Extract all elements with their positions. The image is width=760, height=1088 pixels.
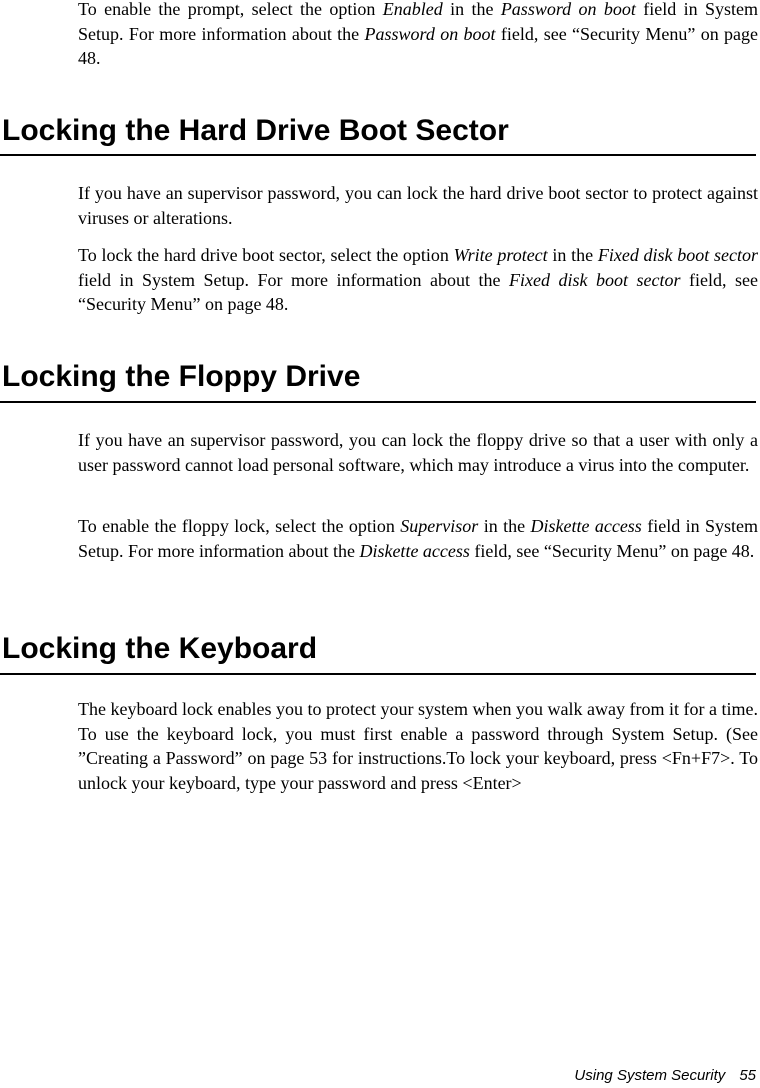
page-number: 55 [739,1067,756,1084]
section-divider [0,673,756,675]
option-supervisor: Supervisor [400,516,479,536]
heading-hard-drive-boot-sector: Locking the Hard Drive Boot Sector [2,114,509,147]
field-diskette-access: Diskette access [530,516,642,536]
field-fixed-disk-boot-sector: Fixed disk boot sector [597,245,758,265]
option-write-protect: Write protect [453,245,548,265]
hard-drive-paragraph-2: To lock the hard drive boot sector, select the option Write protect in the Fixed disk boot sector field in System Setup. For more information about the Fixed disk boot sector field, see “Security Menu” on page 48. [78,245,758,314]
floppy-paragraph-2: To enable the floppy lock, select the option Supervisor in the Diskette access field in System Setup. For more information about the Diskette access field, see “Security Menu” on page 48. [78,516,758,561]
section-divider [0,154,756,156]
footer-section-title: Using System Security [574,1067,726,1084]
field-diskette-access-ref: Diskette access [359,540,470,561]
field-password-on-boot-ref: Password on boot [364,23,496,44]
section-divider [0,401,756,403]
heading-keyboard: Locking the Keyboard [2,632,318,665]
option-enabled: Enabled [382,0,443,19]
field-fixed-disk-boot-sector-ref: Fixed disk boot sector [509,269,681,290]
keyboard-paragraph: The keyboard lock enables you to protect your system when you walk away from it for a time. To use the keyboard lock, you must first enable a password through System Setup. (See ”Creating a Password” on page 53 for instructions.To lock your keyboard, press <Fn+F7>. To unlock your keyboard, type your password and press <Enter> [78,699,758,793]
floppy-paragraph-1: If you have an supervisor password, you can lock the floppy drive so that a user with only a user password cannot load personal software, which may introduce a virus into the computer. [78,430,758,475]
intro-paragraph: To enable the prompt, select the option Enabled in the Password on boot field in System Setup. For more information about the Password on boot field, see “Security Menu” on page 48. [78,0,759,68]
hard-drive-paragraph-1: If you have an supervisor password, you can lock the hard drive boot sector to protect against viruses or alterations. [78,183,758,228]
field-password-on-boot: Password on boot [500,0,636,19]
heading-floppy-drive: Locking the Floppy Drive [2,360,361,393]
page-footer [574,1067,756,1085]
